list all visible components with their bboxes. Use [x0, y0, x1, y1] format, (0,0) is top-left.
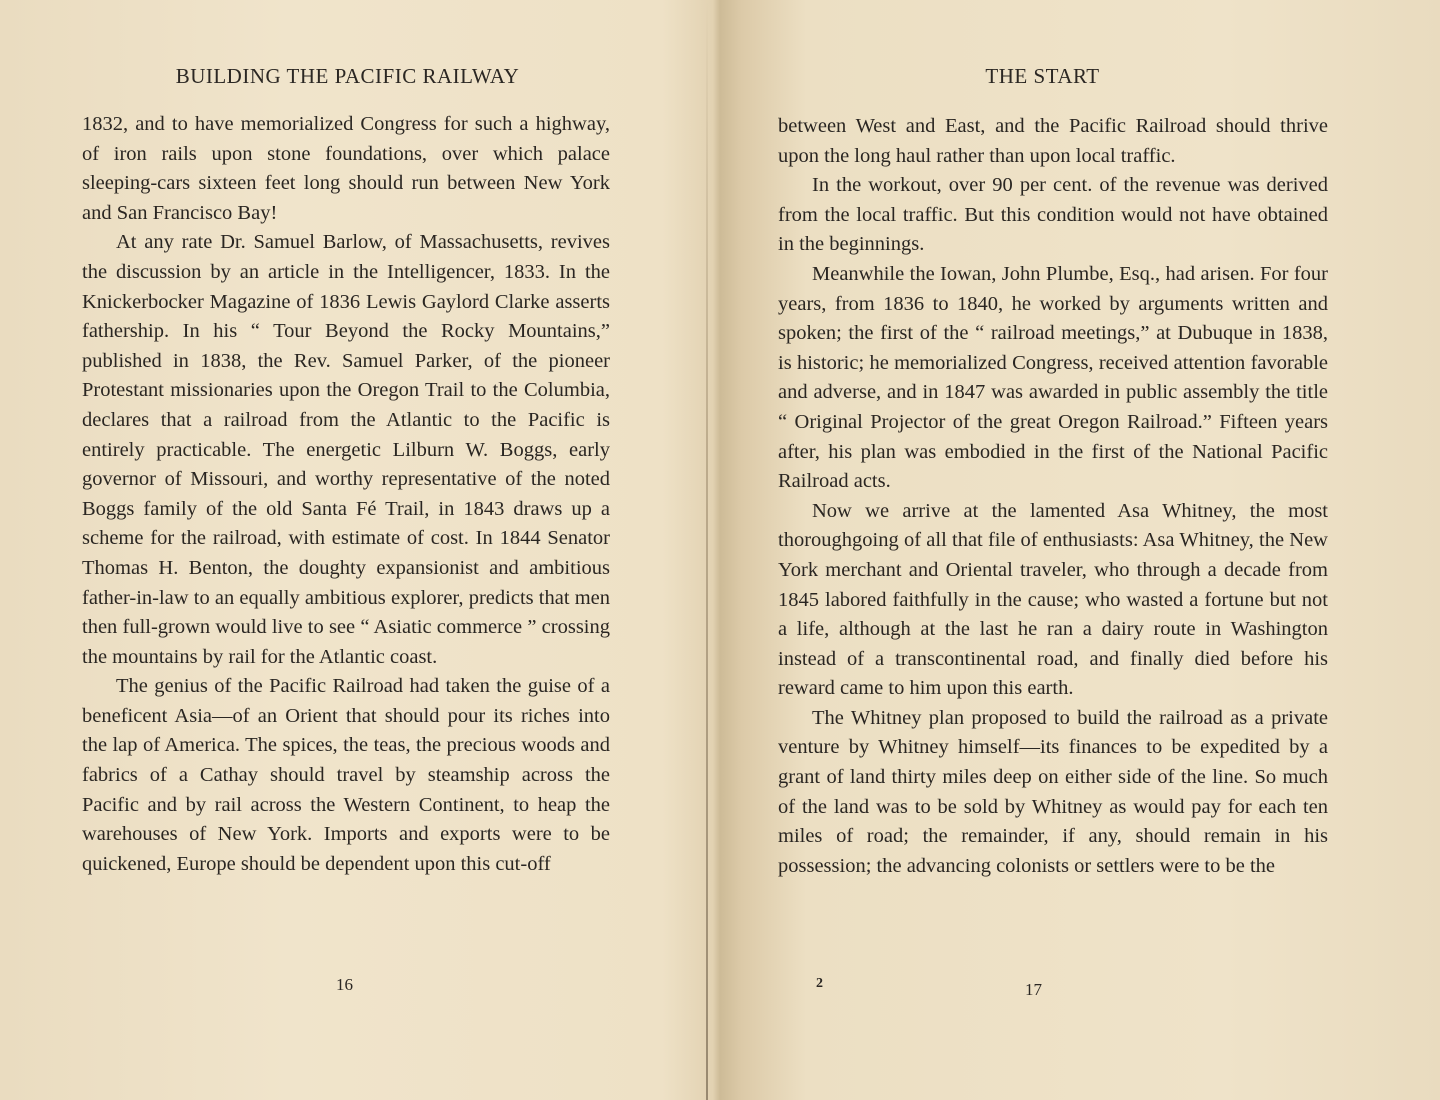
running-head-left: BUILDING THE PACIFIC RAILWAY [175, 64, 520, 88]
paragraph: Now we arrive at the lamented Asa Whitney, the most thoroughgoing of all that file of enthusiasts: Asa Whitney, the New York merchant and Oriental traveler, who through a decade from 1845 labored faithfully in the cause; who wasted a fortune but not a life, although at the last he ran a dairy route in Washington instead of a transcontinental road, and finally died before his reward came to him upon this earth. [778, 499, 1328, 700]
paragraph: between West and East, and the Pacific Railroad should thrive upon the long haul rather than upon local traffic. [778, 115, 1328, 167]
right-page [720, 0, 1440, 1100]
paragraph: The genius of the Pacific Railroad had taken the guise of a beneficent Asia—of an Orient that should pour its riches into the lap of America. The spices, the teas, the precious woods and fabrics of a Cathay should travel by steamship across the Pacific and by rail across the Western Continent, to heap the warehouses of New York. Imports and exports were to be quickened, Europe should be dependent upon this cut-off [82, 675, 610, 875]
left-page-body [82, 110, 610, 879]
page-number-left: 16 [336, 975, 353, 994]
right-page-body [778, 112, 1328, 881]
paragraph: 1832, and to have memorialized Congress for such a highway, of iron rails upon stone foundations, over which palace sleeping-cars sixteen feet long should run between New York and San Francisco Bay! [82, 113, 610, 224]
paragraph: Meanwhile the Iowan, John Plumbe, Esq., had arisen. For four years, from 1836 to 1840, he worked by arguments written and spoken; the first of the “ railroad meetings,” at Dubuque in 1838, is historic; he memorialized Congress, received attention favorable and adverse, and in 1847 was awarded in public assembly the title “ Original Projector of the great Oregon Railroad.” Fifteen years after, his plan was embodied in the first of the National Pacific Railroad acts. [778, 262, 1328, 493]
paragraph: At any rate Dr. Samuel Barlow, of Massachusetts, revives the discussion by an article in the Intelligencer, 1833. In the Knickerbocker Magazine of 1836 Lewis Gaylord Clarke asserts fathership. In his “ Tour Beyond the Rocky Mountains,” published in 1838, the Rev. Samuel Parker, of the pioneer Protestant missionaries upon the Oregon Trail to the Columbia, declares that a railroad from the Atlantic to the Pacific is entirely practicable. The energetic Lilburn W. Boggs, early governor of Missouri, and worthy representative of the noted Boggs family of the old Santa Fé Trail, in 1843 draws up a scheme for the railroad, with estimate of cost. In 1844 Senator Thomas H. Benton, the doughty expansionist and ambitious father-in-law to an equally ambitious explorer, predicts that men then full-grown would live to see “ Asiatic commerce ” crossing the mountains by rail for the Atlantic coast. [82, 231, 610, 668]
signature-mark: 2 [816, 976, 823, 991]
running-head-right: THE START [985, 64, 1100, 88]
page-number-right: 17 [1025, 980, 1042, 999]
paragraph: The Whitney plan proposed to build the railroad as a private venture by Whitney himself—its finances to be expedited by a grant of land thirty miles deep on either side of the line. So much of the land was to be sold by Whitney as would pay for each ten miles of road; the remainder, if any, should remain in his possession; the advancing colonists or settlers were to be the [778, 706, 1328, 877]
left-page [0, 0, 715, 1100]
paragraph: In the workout, over 90 per cent. of the revenue was derived from the local traffic. But this condition would not have obtained in the beginnings. [778, 174, 1328, 256]
